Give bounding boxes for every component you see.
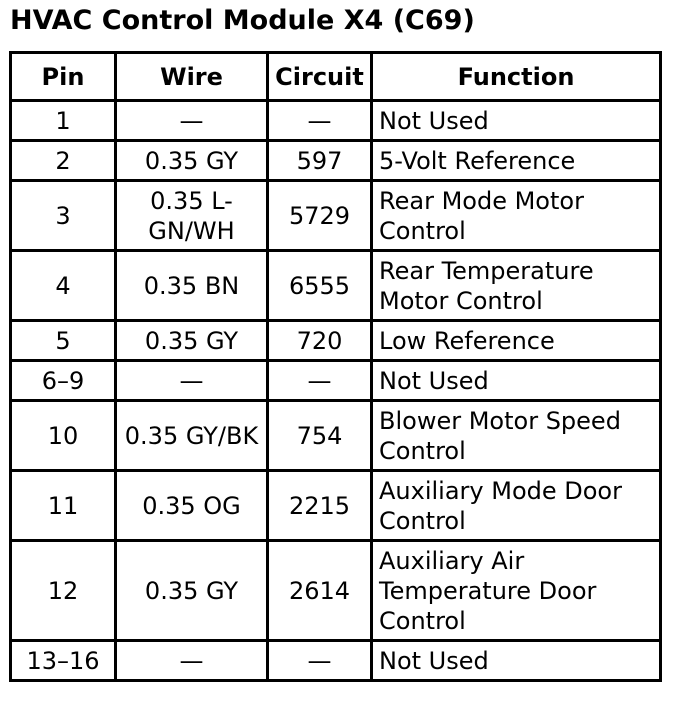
table-row [11,321,661,361]
table-row [11,641,661,681]
circuit-cell: — [268,101,372,141]
pin-cell: 10 [11,401,116,471]
table-row [11,471,661,541]
table-row [11,361,661,401]
table-row [11,251,661,321]
table-row [11,141,661,181]
column-header-pin: Pin [11,53,116,101]
function-cell: 5-Volt Reference [372,141,661,181]
wire-cell: 0.35 GY [116,141,268,181]
table-header-row [11,53,661,101]
circuit-cell: 597 [268,141,372,181]
pin-cell: 4 [11,251,116,321]
wire-cell: — [116,101,268,141]
wire-cell: 0.35 GY/BK [116,401,268,471]
table-row [11,541,661,641]
table-row [11,401,661,471]
circuit-cell: 754 [268,401,372,471]
circuit-cell: 2215 [268,471,372,541]
circuit-cell: 2614 [268,541,372,641]
circuit-cell: 6555 [268,251,372,321]
wire-cell: — [116,641,268,681]
table-row [11,181,661,251]
pinout-table [9,51,662,682]
function-cell: Blower Motor Speed Control [372,401,661,471]
pin-cell: 6–9 [11,361,116,401]
column-header-wire: Wire [116,53,268,101]
pin-cell: 13–16 [11,641,116,681]
column-header-circuit: Circuit [268,53,372,101]
column-header-function: Function [372,53,661,101]
pin-cell: 5 [11,321,116,361]
function-cell: Rear Temperature Motor Control [372,251,661,321]
pin-cell: 2 [11,141,116,181]
pin-cell: 12 [11,541,116,641]
wire-cell: 0.35 L-GN/WH [116,181,268,251]
function-cell: Not Used [372,101,661,141]
wire-cell: 0.35 BN [116,251,268,321]
wire-cell: — [116,361,268,401]
function-cell: Auxiliary Air Temperature Door Control [372,541,661,641]
wire-cell: 0.35 GY [116,321,268,361]
function-cell: Low Reference [372,321,661,361]
circuit-cell: — [268,361,372,401]
pin-cell: 3 [11,181,116,251]
circuit-cell: 720 [268,321,372,361]
page-title: HVAC Control Module X4 (C69) [10,5,475,36]
circuit-cell: 5729 [268,181,372,251]
wire-cell: 0.35 OG [116,471,268,541]
pin-cell: 11 [11,471,116,541]
function-cell: Not Used [372,641,661,681]
function-cell: Rear Mode Motor Control [372,181,661,251]
pin-cell: 1 [11,101,116,141]
table-row [11,101,661,141]
circuit-cell: — [268,641,372,681]
function-cell: Not Used [372,361,661,401]
wire-cell: 0.35 GY [116,541,268,641]
function-cell: Auxiliary Mode Door Control [372,471,661,541]
